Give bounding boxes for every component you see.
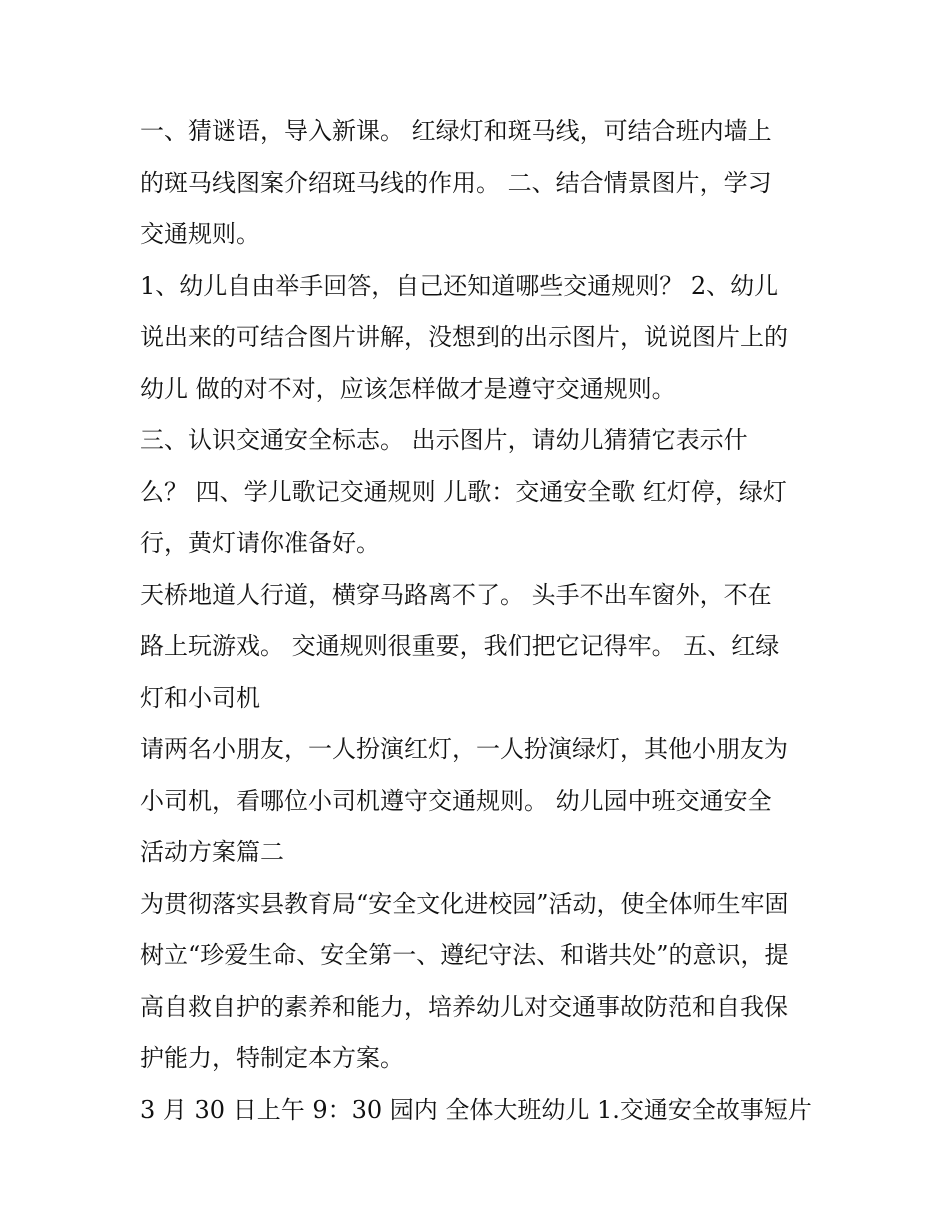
text-line: 请两名小朋友，一人扮演红灯，一人扮演绿灯，其他小朋友为 bbox=[140, 735, 788, 763]
text-line: 灯和小司机 bbox=[140, 683, 260, 712]
text-line: 幼儿 做的对不对，应该怎样做才是遵守交通规则。 bbox=[140, 374, 676, 403]
text-line: 天桥地道人行道，横穿马路离不了。 头手不出车窗外，不在 bbox=[140, 580, 772, 609]
text-line: 小司机，看哪位小司机遵守交通规则。 幼儿园中班交通安全 bbox=[140, 786, 772, 815]
text-line: 的斑马线图案介绍斑马线的作用。 二、结合情景图片，学习 bbox=[140, 168, 772, 197]
text-line: 行，黄灯请你准备好。 bbox=[140, 529, 380, 557]
document-body bbox=[140, 106, 830, 1136]
text-line: 说出来的可结合图片讲解，没想到的出示图片，说说图片上的 bbox=[140, 323, 788, 351]
text-line: 交通规则。 bbox=[140, 220, 260, 248]
text-line: 为贯彻落实县教育局“安全文化进校园”活动，使全体师生牢固 bbox=[140, 889, 789, 918]
text-line: 1、幼儿自由举手回答，自己还知道哪些交通规则？ 2、幼儿 bbox=[140, 271, 779, 300]
text-line: 树立“珍爱生命、安全第一、遵纪守法、和谐共处”的意识，提 bbox=[140, 941, 789, 969]
text-line: 路上玩游戏。 交通规则很重要，我们把它记得牢。 五、红绿 bbox=[140, 632, 780, 660]
text-line: 高自救自护的素养和能力，培养幼儿对交通事故防范和自我保 bbox=[140, 992, 788, 1021]
text-line: 护能力，特制定本方案。 bbox=[140, 1044, 404, 1072]
text-line: 么？ 四、学儿歌记交通规则 儿歌：交通安全歌 红灯停，绿灯 bbox=[140, 477, 787, 506]
text-line: 一、猜谜语，导入新课。 红绿灯和斑马线，可结合班内墙上 bbox=[140, 117, 772, 145]
text-line: 三、认识交通安全标志。 出示图片，请幼儿猜猜它表示什 bbox=[140, 426, 748, 454]
text-line: 活动方案篇二 bbox=[140, 838, 284, 866]
text-line: 3 月 30 日上午 9：30 园内 全体大班幼儿 1.交通安全故事短片 bbox=[140, 1095, 812, 1124]
